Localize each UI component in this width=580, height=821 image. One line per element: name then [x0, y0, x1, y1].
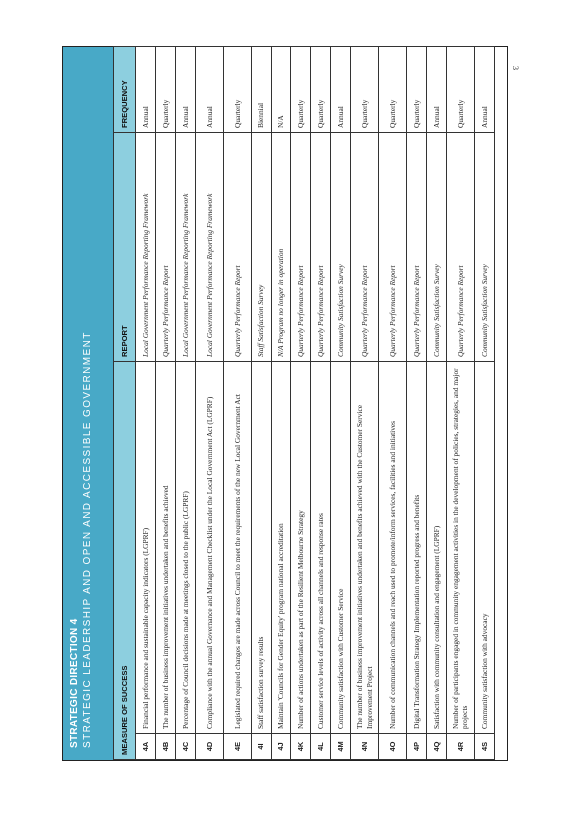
- strategic-direction-table-panel: [62, 46, 508, 761]
- report-source: Quarterly Performance Report: [291, 132, 311, 361]
- measure-text: Number of communication channels and reach used to promote/inform services, facilities and initiatives: [379, 361, 407, 733]
- report-frequency: Annual: [175, 46, 195, 132]
- measure-text: Digital Transformation Strategy Implementation reported progress and benefits: [407, 361, 427, 733]
- measure-code: 4R: [446, 734, 474, 760]
- report-source: Quarterly Performance Report: [351, 132, 379, 361]
- table-row: [379, 46, 407, 759]
- measure-text: Community satisfaction with advocacy: [474, 361, 494, 733]
- page-number: 3: [511, 66, 520, 70]
- measure-text: Number of actions undertaken as part of the Resilient Melbourne Strategy: [291, 361, 311, 733]
- measure-code: 4E: [223, 734, 251, 760]
- measure-text: Compliance with the annual Governance and Management Checklist under the Local Government Act (LGPRF): [195, 361, 223, 733]
- table-body: [136, 46, 495, 759]
- measure-code: 4I: [251, 734, 271, 760]
- measure-code: 4L: [311, 734, 331, 760]
- report-frequency: Quarterly: [291, 46, 311, 132]
- measure-code: 4D: [195, 734, 223, 760]
- measure-text: Financial performance and sustainable capacity indicators (LGPRF): [136, 361, 156, 733]
- table-row: [427, 46, 447, 759]
- measure-text: The number of business improvement initiatives undertaken and benefits achieved with the Customer Service Improvement Project: [351, 361, 379, 733]
- report-frequency: N/A: [271, 46, 291, 132]
- table-row: [251, 46, 271, 759]
- report-frequency: Quarterly: [351, 46, 379, 132]
- header-report: REPORT: [114, 132, 136, 361]
- measure-text: Staff satisfaction survey results: [251, 361, 271, 733]
- report-source: Quarterly Performance Report: [311, 132, 331, 361]
- table-row: [474, 46, 494, 759]
- measure-text: Community satisfaction with Customer Service: [331, 361, 351, 733]
- report-source: Staff Satisfaction Survey: [251, 132, 271, 361]
- measure-text: Customer service levels of activity across all channels and response rates: [311, 361, 331, 733]
- report-frequency: Quarterly: [155, 46, 175, 132]
- report-frequency: Annual: [474, 46, 494, 132]
- measure-code: 4M: [331, 734, 351, 760]
- measure-code: 4P: [407, 734, 427, 760]
- table-row: [223, 46, 251, 759]
- measures-table: [113, 46, 495, 760]
- report-source: Local Government Performance Reporting Framework: [136, 132, 156, 361]
- banner-subtitle: STRATEGIC LEADERSHIP AND OPEN AND ACCESSIBLE GOVERNMENT: [82, 331, 93, 748]
- measure-text: Legislated required changes are made across Council to meet the requirements of the new Local Government Act: [223, 361, 251, 733]
- report-frequency: Quarterly: [311, 46, 331, 132]
- measure-code: 4S: [474, 734, 494, 760]
- report-frequency: Quarterly: [379, 46, 407, 132]
- table-row: [136, 46, 156, 759]
- header-frequency: FREQUENCY: [114, 46, 136, 132]
- report-source: Community Satisfaction Survey: [474, 132, 494, 361]
- measure-code: 4N: [351, 734, 379, 760]
- report-frequency: Annual: [331, 46, 351, 132]
- report-source: Quarterly Performance Report: [407, 132, 427, 361]
- table-header-row: [114, 46, 136, 759]
- report-source: Quarterly Performance Report: [223, 132, 251, 361]
- measure-text: The number of business improvement initiatives undertaken and benefits achieved: [155, 361, 175, 733]
- report-frequency: Biennial: [251, 46, 271, 132]
- measure-code: 4K: [291, 734, 311, 760]
- report-source: Quarterly Performance Report: [446, 132, 474, 361]
- report-frequency: Quarterly: [223, 46, 251, 132]
- table-row: [407, 46, 427, 759]
- report-source: Quarterly Performance Report: [379, 132, 407, 361]
- table-row: [446, 46, 474, 759]
- measure-text: Percentage of Council decisions made at meetings closed to the public (LGPRF): [175, 361, 195, 733]
- measure-code: 4A: [136, 734, 156, 760]
- header-measure: MEASURE OF SUCCESS: [114, 361, 136, 759]
- measure-text: Maintain 'Councils for Gender Equity' program national accreditation: [271, 361, 291, 733]
- report-source: Quarterly Performance Report: [155, 132, 175, 361]
- table-row: [291, 46, 311, 759]
- table-row: [351, 46, 379, 759]
- table-row: [195, 46, 223, 759]
- measure-code: 4O: [379, 734, 407, 760]
- report-frequency: Quarterly: [407, 46, 427, 132]
- report-frequency: Annual: [136, 46, 156, 132]
- report-frequency: Quarterly: [446, 46, 474, 132]
- report-frequency: Annual: [195, 46, 223, 132]
- table-row: [331, 46, 351, 759]
- table-row: [311, 46, 331, 759]
- report-source: Local Government Performance Reporting Framework: [195, 132, 223, 361]
- measure-text: Satisfaction with community consultation and engagement (LGPRF): [427, 361, 447, 733]
- measure-code: 4J: [271, 734, 291, 760]
- measure-code: 4Q: [427, 734, 447, 760]
- measure-code: 4B: [155, 734, 175, 760]
- table-row: [175, 46, 195, 759]
- measure-text: Number of participants engaged in community engagement activities in the development of policies, strategies, and major projects: [446, 361, 474, 733]
- report-source: Local Government Performance Reporting Framework: [175, 132, 195, 361]
- measure-code: 4C: [175, 734, 195, 760]
- report-frequency: Annual: [427, 46, 447, 132]
- banner-title: STRATEGIC DIRECTION 4: [69, 618, 80, 748]
- section-banner: [63, 47, 113, 760]
- table-row: [271, 46, 291, 759]
- report-source: N/A Program no longer in operation: [271, 132, 291, 361]
- report-source: Community Satisfaction Survey: [427, 132, 447, 361]
- report-source: Community Satisfaction Survey: [331, 132, 351, 361]
- table-row: [155, 46, 175, 759]
